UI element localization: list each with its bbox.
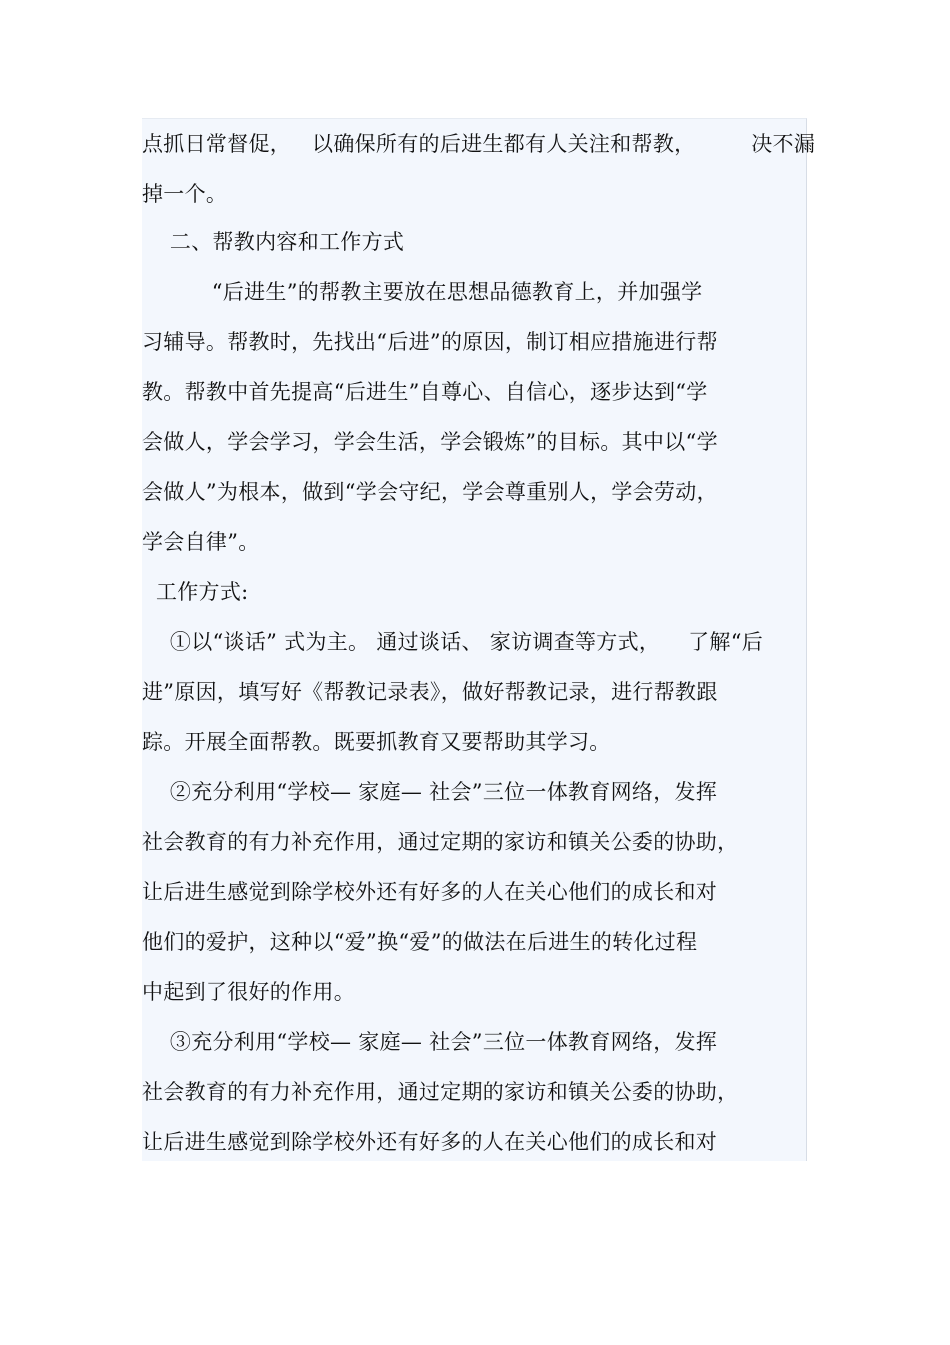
text-block [142,118,816,1161]
text-line: 会做人”为根本，做到“学会守纪，学会尊重别人，学会劳动， [142,480,718,504]
text-line: 掉一个。 [142,182,228,206]
text-line: ①以“谈话” 式为主。 通过谈话、 家访调查等方式， 了解“后 [142,630,764,654]
text-line: 学会自律”。 [142,530,260,554]
text-line: 社会教育的有力补充作用，通过定期的家访和镇关公委的协助， [142,1080,739,1104]
text-line: “后进生”的帮教主要放在思想品德教育上，并加强学 [142,280,703,304]
text-line: 让后进生感觉到除学校外还有好多的人在关心他们的成长和对 [142,880,718,904]
text-line: 习辅导。帮教时，先找出“后进”的原因，制订相应措施进行帮 [142,330,718,354]
text-line: 社会教育的有力补充作用，通过定期的家访和镇关公委的协助， [142,830,739,854]
text-line: 教。帮教中首先提高“后进生”自尊心、自信心，逐步达到“学 [142,380,708,404]
text-line: 会做人，学会学习，学会生活，学会锻炼”的目标。其中以“学 [142,430,718,454]
text-line: ③充分利用“学校— 家庭— 社会”三位一体教育网络，发挥 [142,1030,718,1054]
text-line: ②充分利用“学校— 家庭— 社会”三位一体教育网络，发挥 [142,780,718,804]
subheading: 工作方式: [142,580,249,604]
text-line: 进”原因，填写好《帮教记录表》，做好帮教记录，进行帮教跟 [142,680,718,704]
text-line: 中起到了很好的作用。 [142,980,355,1004]
text-line: 让后进生感觉到除学校外还有好多的人在关心他们的成长和对 [142,1130,718,1154]
text-line: 点抓日常督促， 以确保所有的后进生都有人关注和帮教， 决不漏 [142,132,816,156]
text-line: 踪。开展全面帮教。既要抓教育又要帮助其学习。 [142,730,611,754]
text-line: 他们的爱护，这种以“爱”换“爱”的做法在后进生的转化过程 [142,930,698,954]
section-heading: 二、帮教内容和工作方式 [142,230,405,254]
